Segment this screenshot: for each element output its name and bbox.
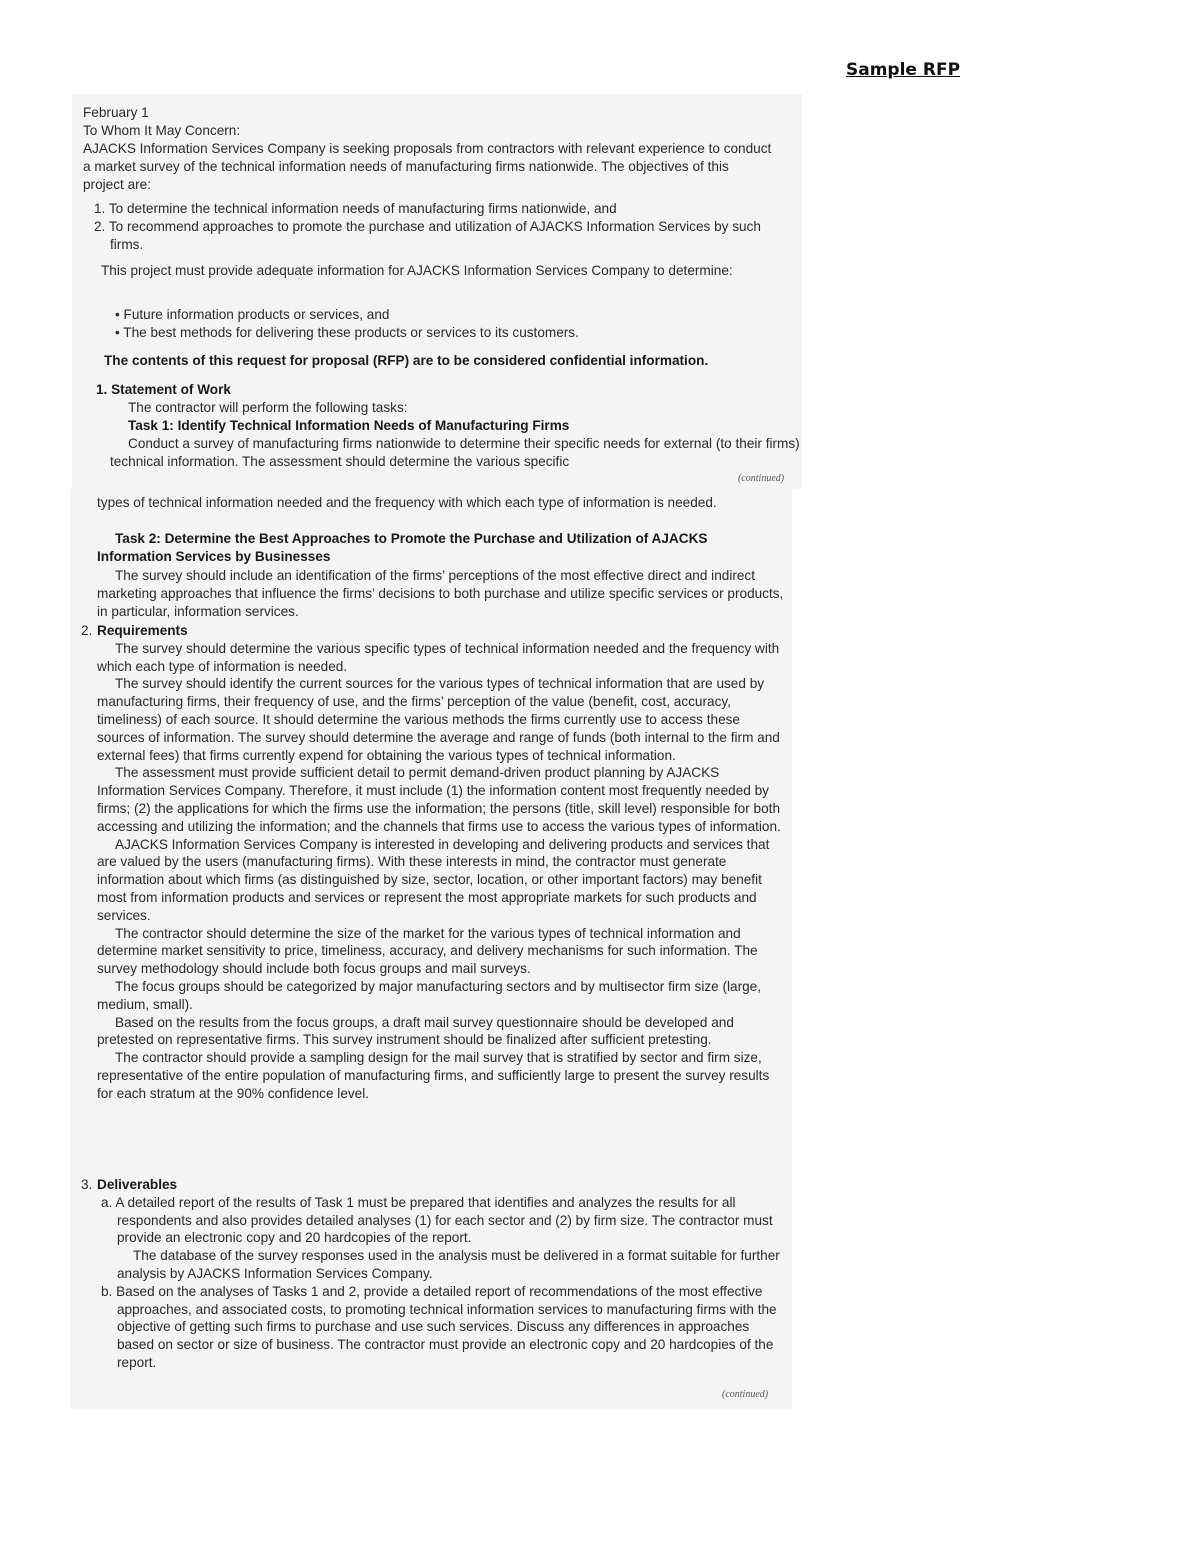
letter-date: February 1 <box>83 105 149 120</box>
objective-item: 2. To recommend approaches to promote the purchase and utilization of AJACKS Information Services by such firms. <box>94 219 761 252</box>
deliverable-note: The database of the survey responses used in the analysis must be delivered in a format suitable for further analysis by AJACKS Information Services Company. <box>117 1248 780 1281</box>
section-heading: Requirements <box>97 623 188 638</box>
deliverable-item: b. Based on the analyses of Tasks 1 and 2, provide a detailed report of recommendations of the most effective approaches, and associated costs, to promoting technical information services to manufacturing firms with the objective of getting such firms to purchase and use such services. Discuss any differences in approaches based on sector or size of business. The contractor must provide an electronic copy and 20 hardcopies of the report. <box>101 1283 777 1370</box>
section-heading: 1. Statement of Work <box>96 382 231 397</box>
deliverables-section <box>81 1176 787 1372</box>
task-heading: Task 2: Determine the Best Approaches to Promote the Purchase and Utilization of AJACKS Information Services by Businesses <box>97 531 708 564</box>
confidential-notice: The contents of this request for proposal (RFP) are to be considered confidential information. <box>104 353 709 368</box>
requirements-paragraph: The contractor should determine the size of the market for the various types of technical information and determine market sensitivity to price, timeliness, accuracy, and delivery mechanisms for such information. The survey methodology should include both focus groups and mail surveys. <box>97 925 758 977</box>
task1-paragraph: Conduct a survey of manufacturing firms nationwide to determine their specific needs for external (to their firms) technical information. The assessment should determine the various specific <box>110 436 800 469</box>
bullet-item: • The best methods for delivering these products or services to its customers. <box>115 325 579 340</box>
document-header: Sample RFP <box>846 60 961 80</box>
requirements-paragraph: The focus groups should be categorized by major manufacturing sectors and by multisector firm size (large, medium, small). <box>97 978 762 1012</box>
section-number: 3. <box>81 1177 93 1192</box>
requirements-paragraph: The contractor should provide a sampling design for the mail survey that is stratified by sector and firm size, representative of the entire population of manufacturing firms, and sufficiently large to present the survey results for each stratum at the 90% confidence level. <box>97 1050 770 1101</box>
continued-label: (continued) <box>722 1389 769 1400</box>
intro-paragraph: AJACKS Information Services Company is seeking proposals from contractors with relevant experience to conduct a market survey of the technical information needs of manufacturing firms nationwide. The objectives of this project are: <box>83 141 772 192</box>
deliverable-item: a. A detailed report of the results of Task 1 must be prepared that identifies and analyzes the results for all respondents and also provides detailed analyses (1) for each sector and (2) by firm size. The contractor must provide an electronic copy and 20 hardcopies of the report. <box>101 1194 773 1246</box>
section-heading: Deliverables <box>97 1177 178 1192</box>
requirements-paragraph: Based on the results from the focus groups, a draft mail survey questionnaire should be developed and pretested on representative firms. This survey instrument should be finalized after sufficient pretesting. <box>97 1014 734 1048</box>
section-number: 2. <box>81 623 93 638</box>
scan-page-1 <box>72 94 802 489</box>
continued-label: (continued) <box>738 473 785 484</box>
requirements-paragraph: AJACKS Information Services Company is interested in developing and delivering products and services that are valued by the users (manufacturing firms). With these interests in mind, the contractor must generate information about which firms (as distinguished by size, sector, location, or other important factors) may benefit most from information products and services or represent the most appropriate markets for such products and services. <box>97 836 770 923</box>
task-heading: Task 1: Identify Technical Information Needs of Manufacturing Firms <box>128 418 570 433</box>
requirements-section <box>81 622 787 1103</box>
requirements-paragraph: The survey should determine the various specific types of technical information needed and the frequency with which each type of information is needed. <box>97 640 780 674</box>
task1-continued: types of technical information needed and the frequency with which each type of information is needed. <box>97 495 717 510</box>
requirements-paragraph: The assessment must provide sufficient detail to permit demand-driven product planning by AJACKS Information Services Company. Therefore, it must include (1) the information content most frequently needed by firms; (2) the applications for which the firms use the information; the persons (title, skill level) responsible for both accessing and utilizing the information; and the channels that firms use to access the various types of information. <box>97 765 781 834</box>
task2-paragraph: The survey should include an identification of the firms’ perceptions of the most effective direct and indirect marketing approaches that influence the firms’ decisions to both purchase and utilize specific services or products, in particular, information services. <box>97 568 784 619</box>
bullet-item: • Future information products or services, and <box>115 307 390 322</box>
sow-intro: The contractor will perform the following tasks: <box>128 400 408 415</box>
requirements-paragraph: The survey should identify the current sources for the various types of technical information that are used by manufacturing firms, their frequency of use, and the firms’ perception of the value (benefit, cost, accuracy, timeliness) of each source. It should determine the various methods the firms currently use to access these sources of information. The survey should determine the average and range of funds (both internal to the firm and external fees) that firms currently expend for obtaining the various types of technical information. <box>97 676 780 763</box>
determine-paragraph: This project must provide adequate information for AJACKS Information Services Company to determine: <box>101 263 733 278</box>
scan-page-2 <box>70 489 792 1409</box>
salutation: To Whom It May Concern: <box>83 123 241 138</box>
objective-item: 1. To determine the technical information needs of manufacturing firms nationwide, and <box>94 201 617 216</box>
